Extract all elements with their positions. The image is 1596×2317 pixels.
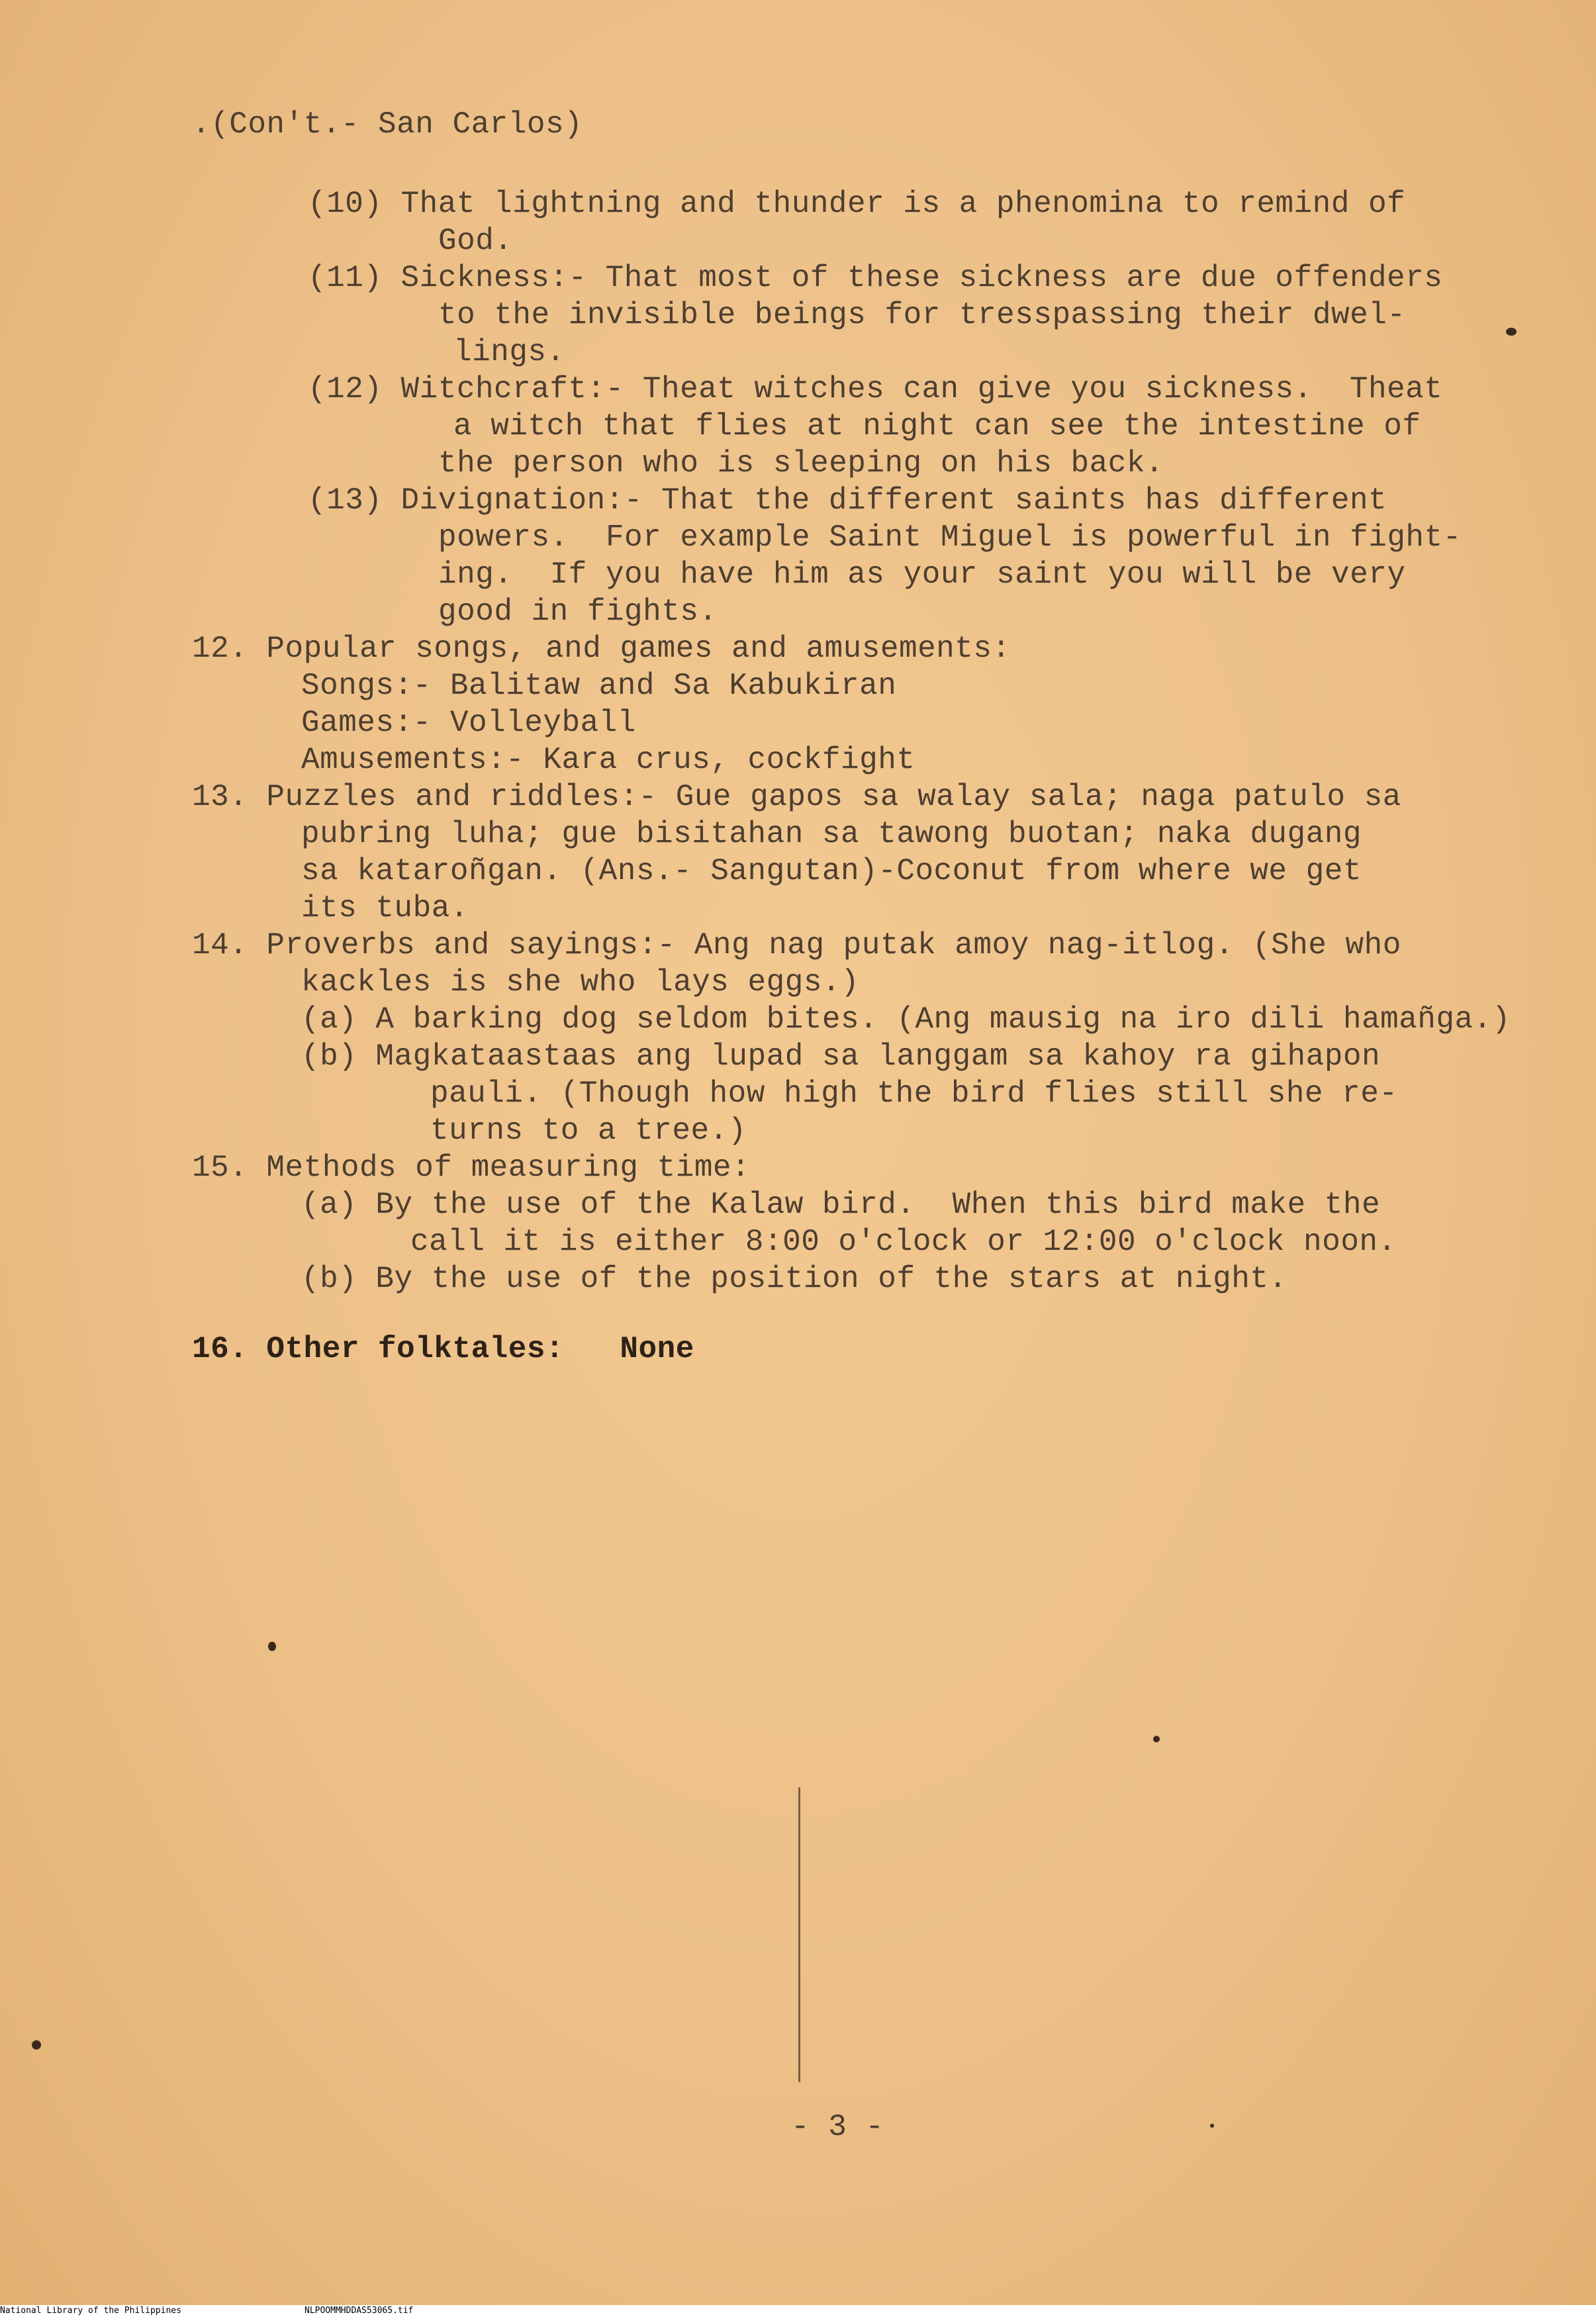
section-13-line-3: sa kataroñgan. (Ans.- Sangutan)-Coconut from where we get: [301, 854, 1362, 888]
proverb-a-line: (a) A barking dog seldom bites. (Ang mausig na iro dili hamañga.): [301, 1002, 1511, 1037]
footer-file: NLPOOMMHDDAS53065.tif: [305, 2306, 414, 2316]
section-14-line-1: 14. Proverbs and sayings:- Ang nag putak amoy nag-itlog. (She who: [192, 928, 1401, 963]
item-11-line-1: (11) Sickness:- That most of these sickness are due offenders: [308, 261, 1443, 295]
footer-library: National Library of the Philippines: [0, 2306, 181, 2316]
item-13-divination-line-4: good in fights.: [438, 594, 718, 629]
vertical-ink-line: [798, 1787, 800, 2082]
section-12-heading: 12. Popular songs, and games and amusements:: [192, 632, 1011, 666]
ink-speck: [1153, 1736, 1160, 1742]
item-11-line-2: to the invisible beings for tresspassing their dwel-: [438, 298, 1406, 332]
games-line: Games:- Volleyball: [301, 706, 636, 740]
proverb-b-line-1: (b) Magkataastaas ang lupad sa langgam sa kahoy ra gihapon: [301, 1039, 1381, 1074]
section-15-heading: 15. Methods of measuring time:: [192, 1151, 751, 1185]
ink-speck: [268, 1642, 276, 1651]
section-16-line: 16. Other folktales: None: [192, 1332, 694, 1366]
section-13-line-4: its tuba.: [301, 891, 469, 925]
songs-line: Songs:- Balitaw and Sa Kabukiran: [301, 669, 897, 703]
item-12-witchcraft-line-2: a witch that flies at night can see the intestine of: [453, 409, 1421, 444]
scan-footer: [0, 2305, 1596, 2317]
section-13-line-1: 13. Puzzles and riddles:- Gue gapos sa walay sala; naga patulo sa: [192, 780, 1401, 814]
item-11-line-3: lings.: [453, 335, 565, 369]
method-a-line-1: (a) By the use of the Kalaw bird. When this bird make the: [301, 1188, 1381, 1222]
header-line: .(Con't.- San Carlos): [192, 107, 583, 142]
section-13-line-2: pubring luha; gue bisitahan sa tawong buotan; naka dugang: [301, 817, 1362, 851]
method-b-line: (b) By the use of the position of the stars at night.: [301, 1262, 1288, 1296]
item-12-witchcraft-line-1: (12) Witchcraft:- Theat witches can give you sickness. Theat: [308, 372, 1443, 406]
amusements-line: Amusements:- Kara crus, cockfight: [301, 743, 915, 777]
ink-speck: [1506, 328, 1517, 336]
item-13-divination-line-3: ing. If you have him as your saint you will be very: [438, 557, 1406, 592]
page-number: - 3 -: [791, 2110, 884, 2144]
item-13-divination-line-1: (13) Divignation:- That the different saints has different: [308, 483, 1387, 518]
item-10-line-1: (10) That lightning and thunder is a phenomina to remind of: [308, 187, 1406, 221]
section-14-line-2: kackles is she who lays eggs.): [301, 965, 860, 1000]
item-13-divination-line-2: powers. For example Saint Miguel is powerful in fight-: [438, 520, 1462, 555]
proverb-b-line-2: pauli. (Though how high the bird flies still she re-: [430, 1076, 1398, 1111]
item-10-line-2: God.: [438, 224, 513, 258]
ink-speck: [1210, 2124, 1214, 2128]
proverb-b-line-3: turns to a tree.): [430, 1113, 747, 1148]
ink-speck: [32, 2040, 41, 2050]
method-a-line-2: call it is either 8:00 o'clock or 12:00 o'clock noon.: [410, 1225, 1397, 1259]
item-12-witchcraft-line-3: the person who is sleeping on his back.: [438, 446, 1164, 481]
